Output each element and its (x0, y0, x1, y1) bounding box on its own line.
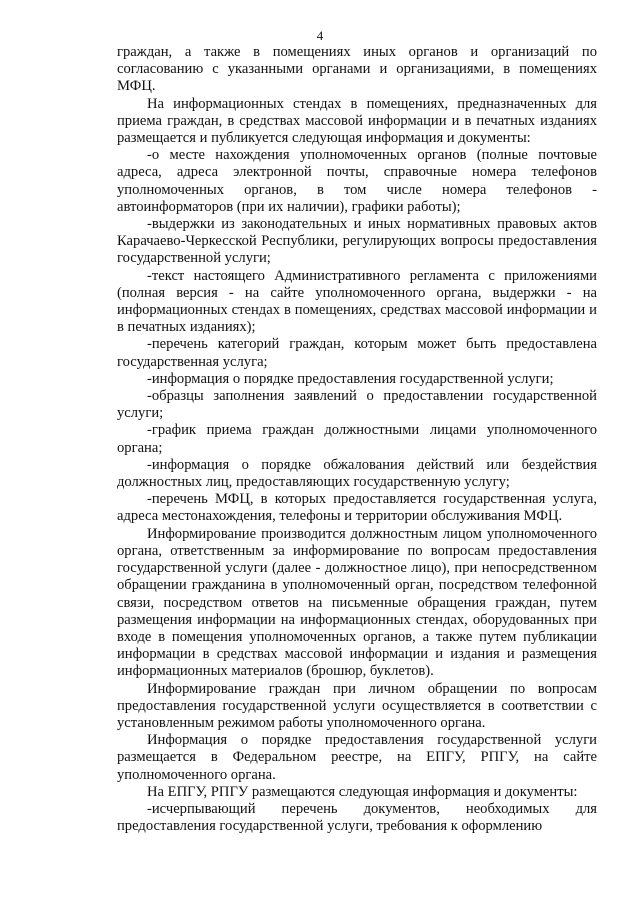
paragraph: -текст настоящего Административного регламента с приложениями (полная версия - на сайте уполномоченного органа, выдержки - на информационных стендах в помещениях, средствах массовой информации и в печатных изданиях); (117, 267, 597, 336)
paragraph: Информация о порядке предоставления государственной услуги размещается в Федеральном реестре, на ЕПГУ, РПГУ, на сайте уполномоченного органа. (117, 732, 597, 783)
paragraph: -информация о порядке обжалования действий или бездействия должностных лиц, предоставляющих государственную услугу; (117, 456, 597, 491)
paragraph: -график приема граждан должностными лицами уполномоченного органа; (117, 422, 597, 456)
paragraph: Информирование производится должностным лицом уполномоченного органа, ответственным за информирование по вопросам предоставления государственной услуги (далее - должностное лицо), при непосредственном обращении гражданина в уполномоченный орган, посредством телефонной связи, посредством ответов на письменные обращения граждан, путем размещения информации на информационных стендах, оборудованных при входе в помещения уполномоченных органов, а также путем публикации информации в средствах массовой информации и издания и размещения информационных материалов (брошюр, буклетов). (117, 525, 597, 680)
paragraph: -информация о порядке предоставления государственной услуги; (147, 370, 554, 387)
paragraph: -образцы заполнения заявлений о предоставлении государственной услуги; (117, 388, 597, 422)
paragraph: Информирование граждан при личном обращении по вопросам предоставления государственной услуги осуществляется в соответствии с установленным режимом работы уполномоченного органа. (117, 680, 597, 731)
paragraph: На ЕПГУ, РПГУ размещаются следующая информация и документы: (147, 783, 578, 800)
body-text (117, 44, 597, 835)
page-number: 4 (316, 28, 324, 43)
paragraph: -о месте нахождения уполномоченных органов (полные почтовые адреса, адреса электронной почты, справочные номера телефонов уполномоченных органов, в том числе номера телефонов - автоинформаторов (при их наличии), графики работы); (117, 147, 597, 215)
paragraph: -перечень МФЦ, в которых предоставляется государственная услуга, адреса местонахождения, телефоны и территории обслуживания МФЦ. (117, 491, 597, 525)
paragraph: На информационных стендах в помещениях, предназначенных для приема граждан, в средствах массовой информации и в печатных изданиях размещается и публикуется следующая информация и документы: (117, 95, 597, 147)
paragraph: -перечень категорий граждан, которым может быть предоставлена государственная услуга; (117, 336, 597, 370)
paragraph: -исчерпывающий перечень документов, необходимых для предоставления государственной услуги, требования к оформлению (117, 800, 597, 835)
paragraph: -выдержки из законодательных и иных нормативных правовых актов Карачаево-Черкесской Республики, регулирующих вопросы предоставления государственной услуги; (117, 216, 597, 267)
paragraph: граждан, а также в помещениях иных органов и организаций по согласованию с указанными органами и организациями, в помещениях МФЦ. (117, 44, 597, 95)
